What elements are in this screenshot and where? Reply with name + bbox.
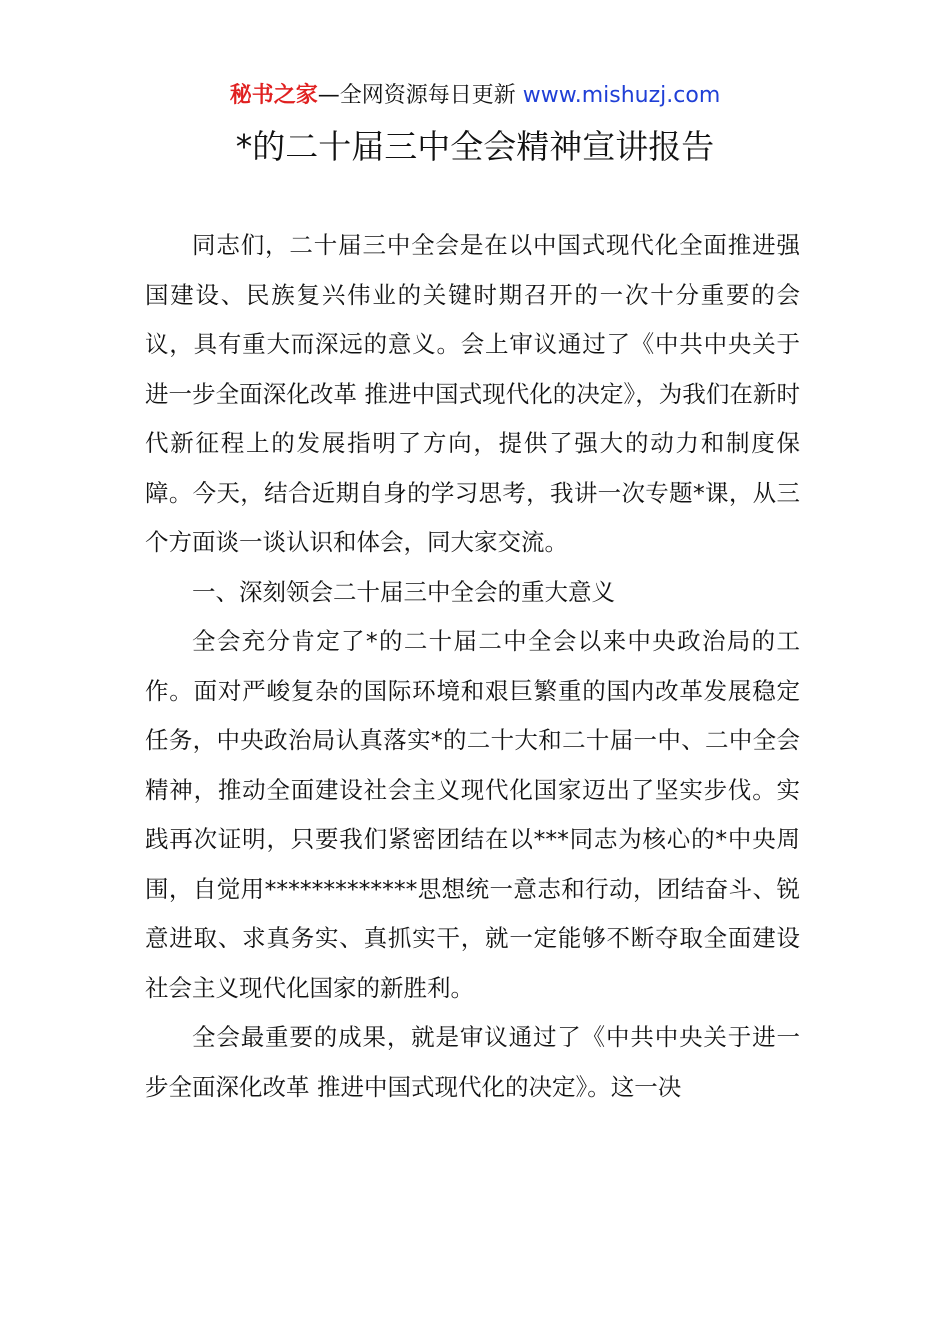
site-tagline: —全网资源每日更新 <box>317 83 516 108</box>
paragraph-intro: 同志们，二十届三中全会是在以中国式现代化全面推进强国建设、民族复兴伟业的关键时期召开的一次十分重要的会议，具有重大而深远的意义。会上审议通过了《中共中央关于进一步全面深化改革 推进中国式现代化的决定》，为我们在新时代新征程上的发展指明了方向，提供了强大的动力和制度保障。今天，结合近期自身的学习思考，我讲一次专题*课，从三个方面谈一谈认识和体会，同大家交流。 <box>145 231 800 556</box>
paragraph-outcome: 全会最重要的成果，就是审议通过了《中共中央关于进一步全面深化改革 推进中国式现代化的决定》。这一决 <box>145 1023 800 1101</box>
paragraph-section-1: 全会充分肯定了*的二十届二中全会以来中央政治局的工作。面对严峻复杂的国际环境和艰巨繁重的国内改革发展稳定任务，中央政治局认真落实*的二十大和二十届一中、二中全会精神，推动全面建设社会主义现代化国家迈出了坚实步伐。实践再次证明，只要我们紧密团结在以***同志为核心的*中央周围，自觉用*************思想统一意志和行动，团结奋斗、锐意进取、求真务实、真抓实干，就一定能够不断夺取全面建设社会主义现代化国家的新胜利。 <box>145 627 800 1002</box>
site-brand: 秘书之家 <box>229 83 318 108</box>
page-title: *的二十届三中全会精神宣讲报告 <box>235 127 715 166</box>
site-url-link[interactable]: www.mishuzj.com <box>522 83 721 108</box>
section-heading-1: 一、深刻领会二十届三中全会的重大意义 <box>192 577 615 606</box>
document-body <box>145 221 800 1112</box>
site-header <box>0 80 950 112</box>
